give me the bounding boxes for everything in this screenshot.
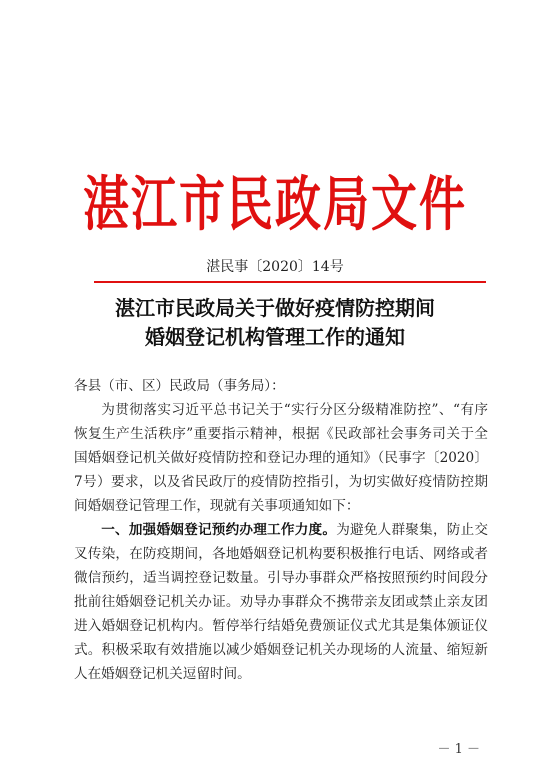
red-separator-line xyxy=(94,281,486,283)
intro-paragraph: 为贯彻落实习近平总书记关于“实行分区分级精准防控”、“有序恢复生产生活秩序”重要指示精神，根据《民政部社会事务司关于全国婚姻登记机关做好疫情防控和登记办理的通知》（民事字〔2020〕7号）要求，以及省民政厅的疫情防控指引，为切实做好疫情防控期间婚姻登记管理工作，现就有关事项通知如下： xyxy=(74,402,488,514)
document-body xyxy=(74,374,488,686)
notice-title-line-1: 湛江市民政局关于做好疫情防控期间 xyxy=(115,296,435,320)
addressee: 各县（市、区）民政局（事务局）： xyxy=(74,378,285,394)
notice-title xyxy=(0,294,550,352)
section-1-paragraph xyxy=(74,518,488,686)
notice-title-line-2: 婚姻登记机构管理工作的通知 xyxy=(145,325,405,349)
section-1-heading: 一、加强婚姻登记预约办理工作力度。 xyxy=(101,522,337,538)
document-header-title: 湛江市民政局文件 xyxy=(83,169,467,239)
section-1-body: 为避免人群聚集，防止交叉传染，在防疫期间，各地婚姻登记机构要积极推行电话、网络或者微信预约，适当调控登记数量。引导办事群众严格按照预约时间段分批前往婚姻登记机关办证。劝导办事群众不携带亲友团或禁止亲友团进入婚姻登记机构内。暂停举行结婚免费颁证仪式尤其是集体颁证仪式。积极采取有效措施以减少婚姻登记机关办现场的人流量、缩短新人在婚姻登记机关逗留时间。 xyxy=(74,522,489,682)
page-number: － 1 － xyxy=(437,742,480,757)
document-number: 湛民事〔2020〕14号 xyxy=(206,259,344,275)
